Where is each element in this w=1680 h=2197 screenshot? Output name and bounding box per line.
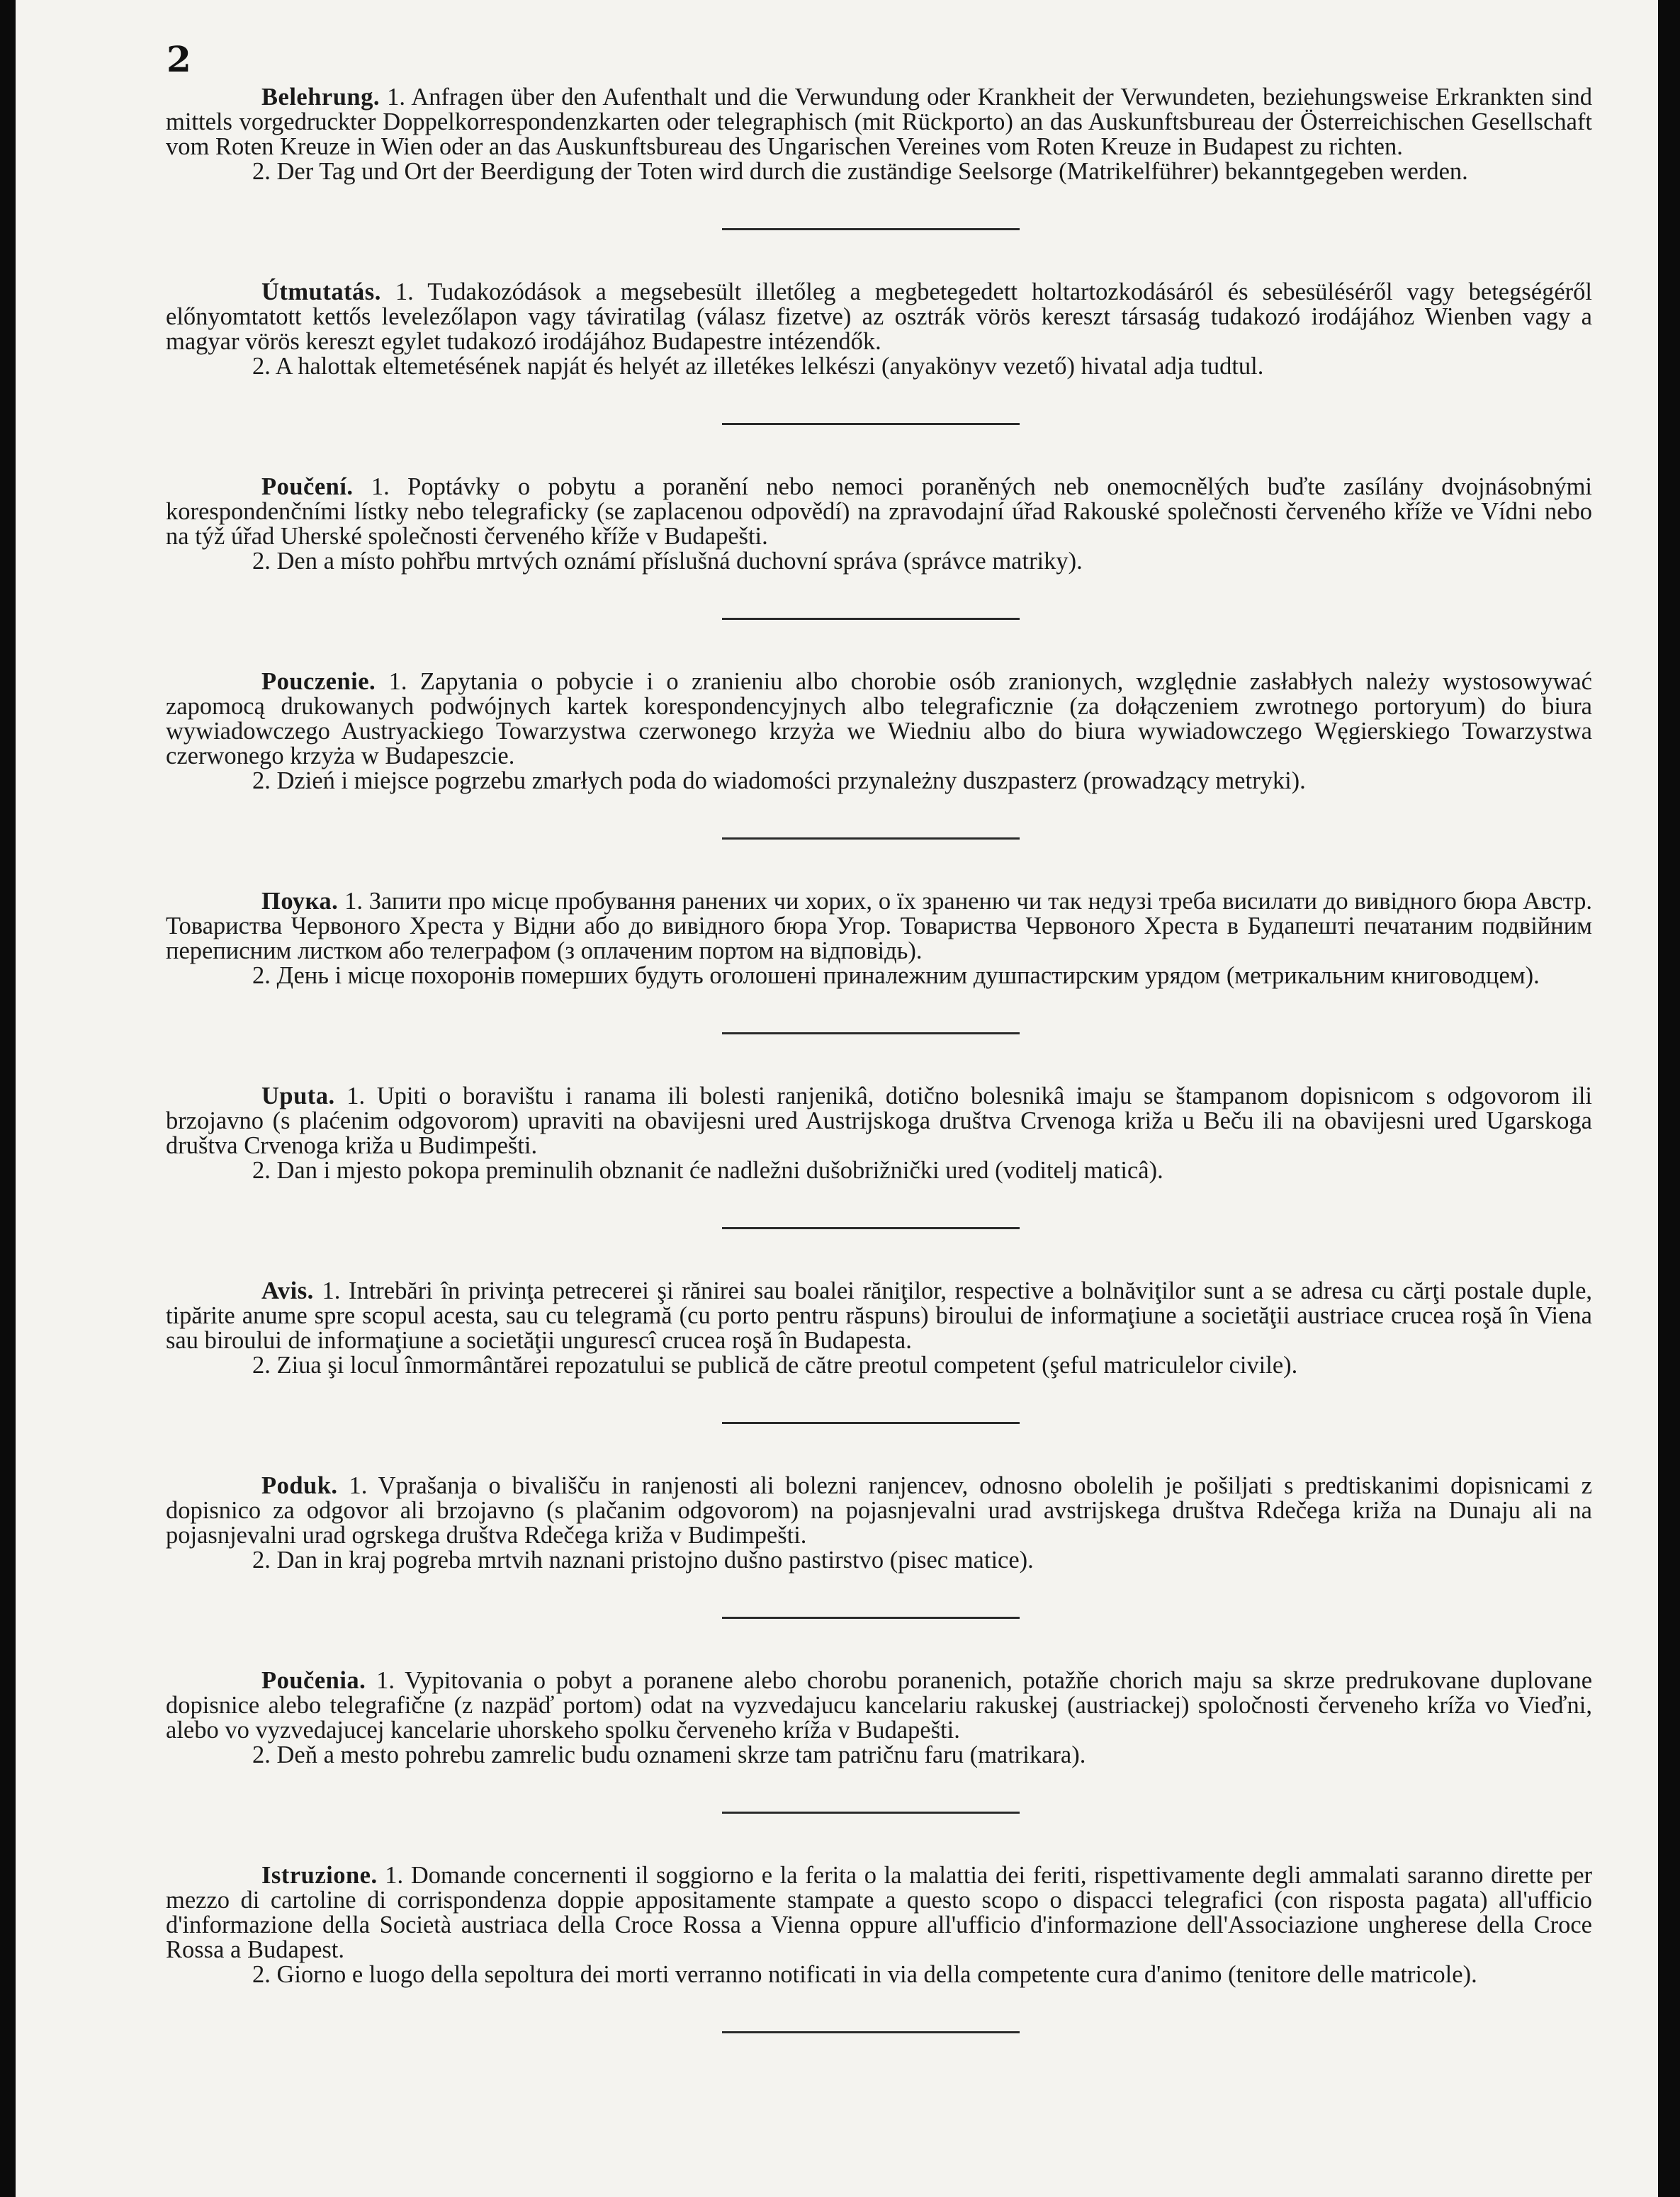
section-paragraph-2 (166, 1158, 1592, 1183)
section-divider (722, 837, 1020, 840)
section-paragraph-1 (166, 280, 1592, 354)
section-point-2: 2. Dzień i miejsce pogrzebu zmarłych poda do wiadomości przynależny duszpasterz (prowadzący metryki). (252, 767, 1306, 794)
document-page (16, 0, 1658, 2197)
section-heading: Poduk. (261, 1472, 338, 1499)
section-heading: Pouczenie. (261, 668, 376, 695)
section-point-2: 2. Giorno e luogo della sepoltura dei morti verranno notificati in via della competente cura d'animo (tenitore delle matricole). (252, 1961, 1477, 1988)
section-polish (166, 670, 1592, 793)
section-point-1: 1. Запити про місце пробування ранених чи хорих, о їх зраненю чи так недузі треба висилати до вивідного бюра Австр. Товариства Червоного Хреста у Відни або до вивідного бюра Угор. Товариства Червоного Хреста в Будапешті печатаним подвійним переписним листком або телеграфом (з оплаченим портом на відповідь). (166, 888, 1592, 964)
section-point-2: 2. Den a místo pohřbu mrtvých oznámí příslušná duchovní správa (správce matriky). (252, 548, 1083, 575)
page-number: 2 (167, 38, 191, 80)
section-point-1: 1. Poptávky o pobytu a poranění nebo nemoci poraněných neb onemocnělých buďte zasílány dvojnásobnými korespondenčními lístky nebo telegraficky (se zaplacenou odpovědí) na zpravodajní úřad Rakouské společnosti červeného kříže ve Vídni nebo na týž úřad Uherské společnosti červeného kříže v Budapešti. (166, 473, 1593, 550)
section-italian (166, 1863, 1592, 1987)
section-point-1: 1. Intrebări în privinţa petrecerei şi rănirei sau boalei răniţilor, respective a bolnăviţilor sunt a se adresa cu cărţi postale duple, tipărite anume spre scopul acesta, sau cu telegramă (cu porto pentru răspuns) biroului de informaţiune a societăţii austriace crucea roşă în Viena sau biroului de informaţiune a societăţii ungurescî crucea roşă în Budapesta. (166, 1277, 1593, 1354)
section-divider (722, 2031, 1020, 2033)
section-point-1: 1. Anfragen über den Aufenthalt und die Verwundung oder Krankheit der Verwundeten, beziehungsweise Erkrankten sind mittels vorgedruckter Doppelkorrespondenzkarten oder telegraphisch (mit Rückporto) an das Auskunftsbureau der Österreichischen Gesellschaft vom Roten Kreuze in Wien oder an das Auskunftsbureau des Ungarischen Vereines vom Roten Kreuze in Budapest zu richten. (166, 84, 1593, 160)
section-paragraph-2 (166, 549, 1592, 574)
section-point-2: 2. День і місце похоронів померших будуть оголошені приналежним душпастирским урядом (метрикальним книговодцем). (252, 962, 1540, 989)
section-paragraph-2 (166, 1743, 1592, 1768)
instructions-body (166, 85, 1592, 2033)
section-paragraph-2 (166, 354, 1592, 379)
section-divider (722, 1812, 1020, 1814)
section-paragraph-1 (166, 1279, 1592, 1353)
section-paragraph-1 (166, 85, 1592, 159)
section-divider (722, 423, 1020, 425)
section-point-1: 1. Tudakozódások a megsebesült illetőleg a megbetegedett holtartozkodásáról és sebesüléséről vagy betegségéről előnyomtatott kettős levelezőlapon vagy táviratilag (válasz fizetve) az osztrák vörös kereszt társaság tudakozó irodájához Wienben vagy a magyar vörös kereszt egylet tudakozó irodájához Budapestre intézendők. (166, 278, 1592, 355)
section-german (166, 85, 1592, 184)
section-hungarian (166, 280, 1592, 379)
section-heading: Uputa. (261, 1083, 335, 1109)
section-heading: Поука. (261, 888, 339, 915)
section-point-1: 1. Upiti o boravištu i ranama ili bolesti ranjenikâ, dotično bolesnikâ imaju se štampanom dopisnicom s odgovorom ili brzojavno (s plaćenim odgovorom) upraviti na obavijesni ured Austrijskoga društva Crvenoga križa u Beču ili na obavijesni ured Ugarskoga društva Crvenoga križa u Budimpešti. (166, 1083, 1593, 1159)
section-paragraph-1 (166, 1863, 1592, 1962)
section-point-1: 1. Domande concernenti il soggiorno e la ferita o la malattia dei feriti, rispettivamente degli ammalati saranno dirette per mezzo di cartoline di corrispondenza doppie appositamente stampate a questo scopo o dispacci telegrafici (con risposta pagata) all'ufficio d'informazione della Società austriaca della Croce Rossa a Vienna oppure all'ufficio d'informazione dell'Associazione ungherese della Croce Rossa a Budapest. (166, 1862, 1592, 1963)
section-point-1: 1. Vprašanja o bivališču in ranjenosti ali bolezni ranjencev, odnosno obolelih je pošiljati s predtiskanimi dopisnicami z dopisnico za odgovor ali brzojavno (s plačanim odgovorom) na pojasnjevalni urad avstrijskega društva Rdečega križa na Dunaju ali na pojasnjevalni urad ogrskega društva Rdečega križa v Budimpešti. (166, 1472, 1593, 1549)
section-paragraph-2 (166, 1548, 1592, 1573)
section-heading: Poučenia. (261, 1667, 366, 1694)
section-paragraph-1 (166, 1084, 1592, 1158)
section-divider (722, 1032, 1020, 1034)
section-heading: Istruzione. (261, 1862, 378, 1889)
section-paragraph-1 (166, 1474, 1592, 1548)
section-divider (722, 1422, 1020, 1424)
section-point-2: 2. A halottak eltemetésének napját és helyét az illetékes lelkészi (anyakönyv vezető) hivatal adja tudtul. (252, 353, 1264, 380)
section-ukrainian (166, 889, 1592, 988)
section-divider (722, 1227, 1020, 1229)
section-slovene (166, 1474, 1592, 1573)
section-paragraph-2 (166, 769, 1592, 793)
section-divider (722, 1617, 1020, 1619)
section-point-1: 1. Vypitovania o pobyt a poranene alebo chorobu poranenich, potažňe chorich maju sa skrze predrukovane duplovane dopisnice alebo telegrafične (z nazpäď portom) odat na vyzvedajucu kancelariu rakuskej (austriackej) spoločnosti červeneho kríža vo Vieďni, alebo vo vyzvedajucej kancelarie uhorskeho spolku červeneho kríža v Budapešti. (166, 1667, 1593, 1744)
section-point-2: 2. Deň a mesto pohrebu zamrelic budu oznameni skrze tam patričnu faru (matrikara). (252, 1741, 1086, 1768)
section-heading: Poučení. (261, 473, 354, 500)
section-point-1: 1. Zapytania o pobycie i o zranieniu albo chorobie osób zranionych, względnie zasłabłych należy wystosowywać zapomocą drukowanych podwójnych kartek korespondencyjnych albo telegraficznie (za dołączeniem zwrotnego portoryum) do biura wywiadowczego Austryackiego Towarzystwa czerwonego krzyża we Wiedniu albo do biura wywiadowczego Węgierskiego Towarzystwa czerwonego krzyża w Budapeszcie. (166, 668, 1592, 769)
section-divider (722, 228, 1020, 230)
section-point-2: 2. Dan i mjesto pokopa preminulih obznanit će nadležni dušobrižnički ured (voditelj maticâ). (252, 1157, 1163, 1184)
section-paragraph-1 (166, 1668, 1592, 1743)
section-heading: Útmutatás. (261, 278, 381, 305)
section-paragraph-2 (166, 1962, 1592, 1987)
section-slovak (166, 1668, 1592, 1768)
section-point-2: 2. Der Tag und Ort der Beerdigung der Toten wird durch die zuständige Seelsorge (Matrikelführer) bekanntgegeben werden. (252, 158, 1468, 185)
section-paragraph-1 (166, 670, 1592, 769)
section-heading: Avis. (261, 1277, 314, 1304)
section-paragraph-2 (166, 964, 1592, 988)
section-point-2: 2. Dan in kraj pogreba mrtvih naznani pristojno dušno pastirstvo (pisec matice). (252, 1547, 1034, 1574)
section-paragraph-1 (166, 475, 1592, 549)
section-paragraph-1 (166, 889, 1592, 964)
section-czech (166, 475, 1592, 574)
section-romanian (166, 1279, 1592, 1378)
section-croatian (166, 1084, 1592, 1183)
section-paragraph-2 (166, 1353, 1592, 1378)
section-heading: Belehrung. (261, 84, 380, 111)
section-paragraph-2 (166, 159, 1592, 184)
section-divider (722, 618, 1020, 620)
section-point-2: 2. Ziua şi locul înmormântărei repozatului se publică de către preotul competent (şeful matriculelor civile). (252, 1352, 1298, 1379)
